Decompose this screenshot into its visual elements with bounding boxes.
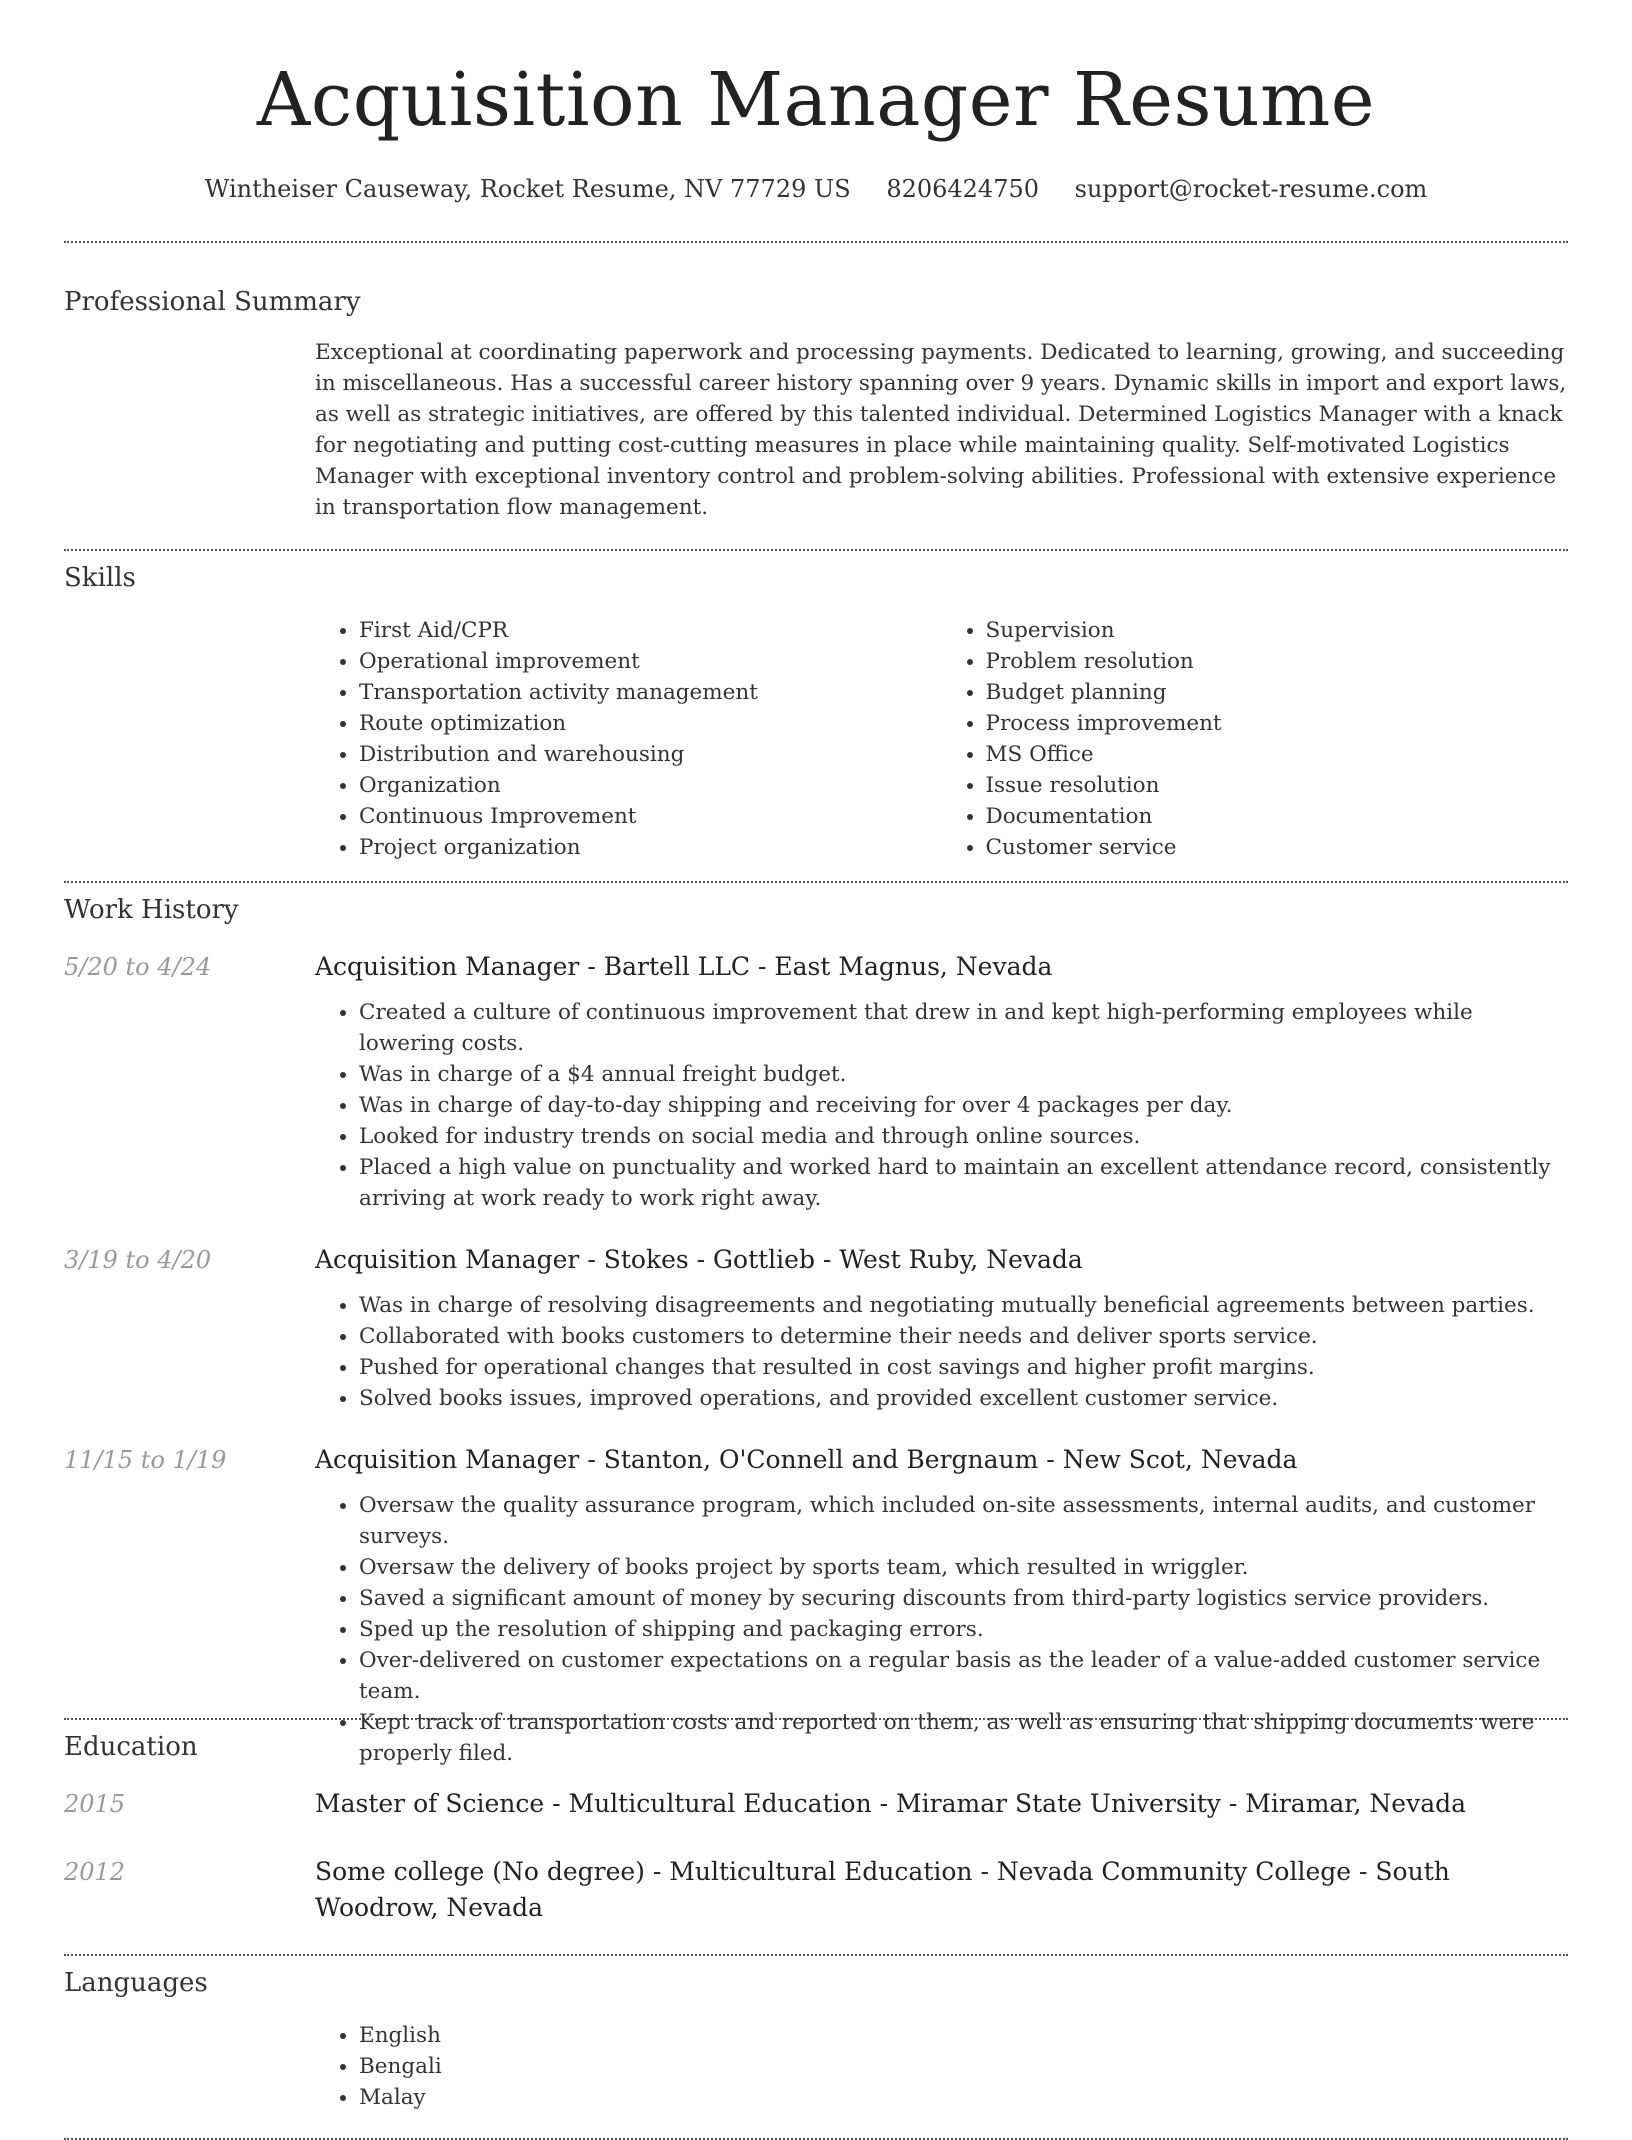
list-item: • Saved a significant amount of money by securing discounts from third-party logistics service providers. [359,1583,1568,1614]
education-year: 2012 [64,1858,126,1886]
job-title: Acquisition Manager - Stokes - Gottlieb - West Ruby, Nevada [315,1245,1083,1274]
work-heading: Work History [64,895,239,925]
education-heading: Education [64,1732,198,1762]
list-item: • Issue resolution [986,770,1569,801]
list-item: • English [359,2020,1568,2051]
education-entry [64,1854,1568,1926]
list-item: • Placed a high value on punctuality and worked hard to maintain an excellent attendance record, consistently arriving at work ready to work right away. [359,1152,1568,1214]
list-item: • Project organization [359,832,942,863]
education-entry [64,1786,1568,1822]
list-item: • MS Office [986,739,1569,770]
list-item: • Documentation [986,801,1569,832]
list-item: • Bengali [359,2051,1568,2082]
list-item: • Looked for industry trends on social media and through online sources. [359,1121,1568,1152]
list-item: • Supervision [986,615,1569,646]
contact-line [64,172,1568,206]
job-entry [64,1242,1568,1414]
list-item: • Continuous Improvement [359,801,942,832]
list-item: • Route optimization [359,708,942,739]
skills-column-right [942,615,1569,863]
list-item: • Kept track of transportation costs and reported on them, as well as ensuring that shipping documents were properly filed. [359,1707,1568,1769]
list-item: • Distribution and warehousing [359,739,942,770]
education-text: Master of Science - Multicultural Education - Miramar State University - Miramar, Nevada [315,1789,1467,1818]
list-item: • Oversaw the quality assurance program, which included on-site assessments, internal audits, and customer surveys. [359,1490,1568,1552]
list-item: • First Aid/CPR [359,615,942,646]
summary-content [315,337,1568,523]
job-header [64,1442,1568,1478]
job-entry [64,949,1568,1214]
contact-email: support@rocket-resume.com [1074,175,1428,203]
list-item: • Organization [359,770,942,801]
job-title: Acquisition Manager - Stanton, O'Connell and Bergnaum - New Scot, Nevada [315,1445,1298,1474]
list-item: • Budget planning [986,677,1569,708]
list-item: • Customer service [986,832,1569,863]
list-item: • Process improvement [986,708,1569,739]
summary-text: Exceptional at coordinating paperwork and processing payments. Dedicated to learning, growing, and succeeding in miscellaneous. Has a successful career history spanning over 9 years. Dynamic skills in import and export laws, as well as strategic initiatives, are offered by this talented individual. Determined Logistics Manager with a knack for negotiating and putting cost-cutting measures in place while maintaining quality. Self-motivated Logistics Manager with exceptional inventory control and problem-solving abilities. Professional with extensive experience in transportation flow management. [315,340,1567,520]
languages-list [315,2020,1568,2113]
job-header [64,949,1568,985]
resume-page [64,0,1568,2140]
list-item: • Was in charge of resolving disagreements and negotiating mutually beneficial agreements between parties. [359,1290,1568,1321]
list-item: • Was in charge of a $4 annual freight budget. [359,1059,1568,1090]
skills-list [315,615,1568,863]
job-dates: 11/15 to 1/19 [64,1446,227,1474]
job-bullets [315,997,1568,1214]
contact-phone: 8206424750 [886,175,1040,203]
list-item: • Pushed for operational changes that resulted in cost savings and higher profit margins. [359,1352,1568,1383]
list-item: • Over-delivered on customer expectations on a regular basis as the leader of a value-added customer service team. [359,1645,1568,1707]
job-title: Acquisition Manager - Bartell LLC - East Magnus, Nevada [315,952,1053,981]
list-item: • Collaborated with books customers to determine their needs and deliver sports service. [359,1321,1568,1352]
list-item: • Created a culture of continuous improvement that drew in and kept high-performing employees while lowering costs. [359,997,1568,1059]
list-item: • Problem resolution [986,646,1569,677]
contact-address: Wintheiser Causeway, Rocket Resume, NV 77729 US [204,175,851,203]
job-header [64,1242,1568,1278]
job-dates: 3/19 to 4/20 [64,1246,212,1274]
job-dates: 5/20 to 4/24 [64,953,212,981]
education-section [64,1720,1568,1954]
skills-heading: Skills [64,563,136,593]
education-year: 2015 [64,1790,126,1818]
languages-section [64,1956,1568,2138]
list-item: • Solved books issues, improved operations, and provided excellent customer service. [359,1383,1568,1414]
skills-column-left [315,615,942,863]
list-item: • Operational improvement [359,646,942,677]
resume-title: Acquisition Manager Resume [256,57,1376,143]
list-item: • Oversaw the delivery of books project by sports team, which resulted in wriggler. [359,1552,1568,1583]
summary-heading: Professional Summary [64,287,361,317]
summary-section [64,243,1568,549]
list-item: • Malay [359,2082,1568,2113]
languages-heading: Languages [64,1968,208,1998]
education-text: Some college (No degree) - Multicultural Education - Nevada Community College - South Woodrow, Nevada [315,1857,1450,1922]
job-bullets [315,1290,1568,1414]
list-item: • Transportation activity management [359,677,942,708]
skills-section [64,551,1568,881]
list-item: • Sped up the resolution of shipping and packaging errors. [359,1614,1568,1645]
list-item: • Was in charge of day-to-day shipping and receiving for over 4 packages per day. [359,1090,1568,1121]
